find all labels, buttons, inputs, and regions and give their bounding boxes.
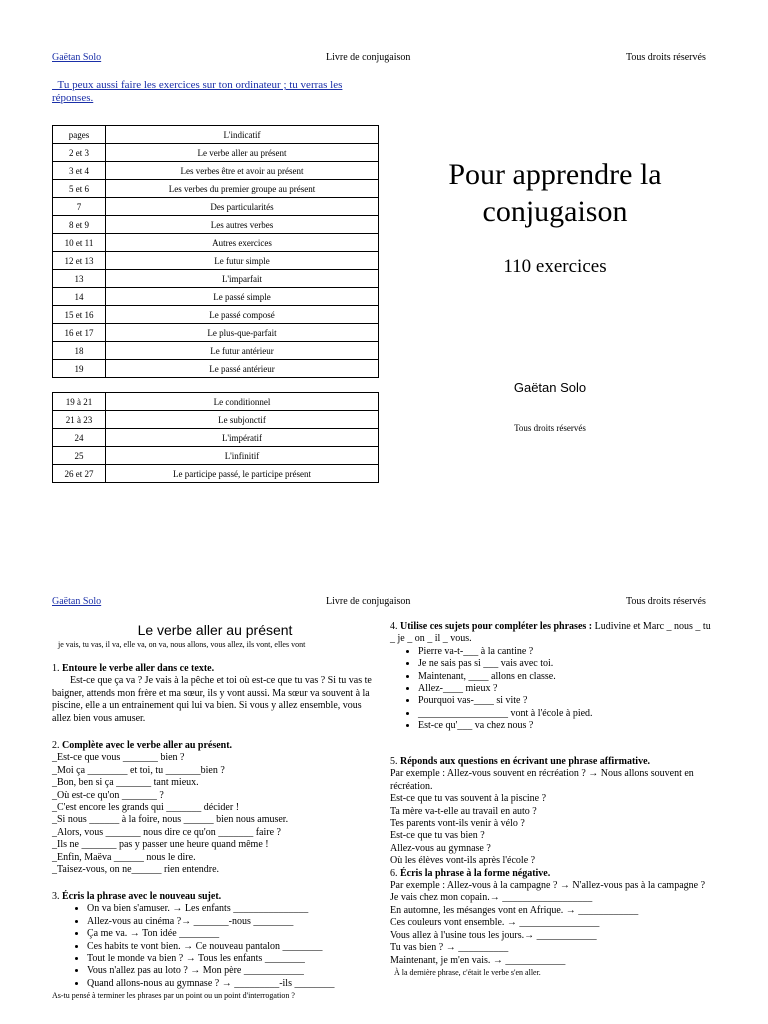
toc-row [53,429,379,447]
ex3-list [52,903,382,990]
ex6-example: Par exemple : Allez-vous à la campagne ? → N'allez-vous pas à la campagne ? [390,880,706,892]
toc-row [53,270,379,288]
toc-pages: 19 [53,360,106,378]
ex3-title: Écris la phrase avec le nouveau sujet. [62,891,222,902]
toc-row [53,216,379,234]
ex1-number: 1. [52,663,60,674]
toc-row [53,447,379,465]
ex4-item: • __________________ vont à l'école à pied. [418,708,715,720]
book-subtitle: 110 exercices [503,256,607,277]
toc-pages: 26 et 27 [53,465,106,483]
ex5-question: Ta mère va-t-elle au travail en auto ? [390,805,537,817]
ex4-item: • Pierre va-t-___ à la cantine ? [418,646,715,658]
book-title: Pour apprendre la conjugaison [448,158,662,228]
ex6-sentence: Maintenant, je m'en vais. → ____________ [390,954,566,966]
toc-chapter-title: Les verbes du premier groupe au présent [106,180,379,198]
ex2-line: _C'est encore les grands qui _______ décider ! [52,802,240,814]
ex5-question: Où les élèves vont-ils après l'école ? [390,855,536,867]
ex5-example: Par exemple : Allez-vous souvent en récréation ? → Nous allons souvent en récréation. [390,768,694,792]
exercise-1 [52,663,382,725]
ex5-lines [390,793,715,867]
ex5-question: Tes parents vont-ils venir à vélo ? [390,818,525,830]
toc-row [53,180,379,198]
toc-chapter-title: Le participe passé, le participe présent [106,465,379,483]
toc-row [53,324,379,342]
toc-row [53,411,379,429]
toc-chapter-title: Le futur antérieur [106,342,379,360]
toc-pages: 15 et 16 [53,306,106,324]
ex2-line: _Où est-ce qu'on _______ ? [52,789,164,801]
header-book-title: Livre de conjugaison [326,52,411,63]
toc-pages: 10 et 11 [53,234,106,252]
exercise-2 [52,740,382,876]
ex6-lines [390,892,715,966]
ex3-item: • Tout le monde va bien ? → Tous les enfants ________ [87,953,382,965]
rights-notice: Tous droits réservés [514,423,586,433]
toc-row [53,360,379,378]
ex1-text: Est-ce que ça va ? Je vais à la pêche et toi où est-ce que tu vas ? Si tu vas te baigner, attends mon frère et ma sœur, ils y vont aussi. Ma sœur va souvent à la piscine, elle a un entrainement qui lui va bien. Si vous y allez ensemble, vous allez bien vous amuser. [52,675,372,724]
ex3-item: • Ça me va. → Ton idée ________ [87,928,382,940]
ex4-item: • Maintenant, ____ allons en classe. [418,671,715,683]
toc-pages: 21 à 23 [53,411,106,429]
ex4-number: 4. [390,621,398,632]
toc-chapter-title: Le passé simple [106,288,379,306]
ex2-line: _Est-ce que vous _______ bien ? [52,752,185,764]
toc-row [53,342,379,360]
ex2-lines [52,752,382,876]
toc-header-pages: pages [53,126,106,144]
toc-chapter-title: Le passé antérieur [106,360,379,378]
toc-pages: 3 et 4 [53,162,106,180]
ex6-sentence: Vous allez à l'usine tous les jours.→ ____________ [390,929,597,941]
toc-row [53,252,379,270]
toc-pages: 24 [53,429,106,447]
toc-chapter-title: Le futur simple [106,252,379,270]
ex4-item: • Pourquoi vas-____ si vite ? [418,695,715,707]
toc-chapter-title: Le plus-que-parfait [106,324,379,342]
toc-pages: 16 et 17 [53,324,106,342]
ex2-line: _Bon, ben si ça _______ tant mieux. [52,777,199,789]
ex2-title: Complète avec le verbe aller au présent. [62,740,233,751]
ex6-sentence: Tu vas bien ? → __________ [390,942,509,954]
ex3-number: 3. [52,891,60,902]
ex4-item: • Allez-____ mieux ? [418,683,715,695]
conjugation-line: je vais, tu vas, il va, elle va, on va, nous allons, vous allez, ils vont, elles vont [58,640,306,649]
ex4-title: Utilise ces sujets pour compléter les phrases : [400,621,593,632]
toc-table-indicatif [52,125,379,378]
ex6-number: 6. [390,867,398,879]
toc-chapter-title: Le passé composé [106,306,379,324]
toc-pages: 18 [53,342,106,360]
ex1-title: Entoure le verbe aller dans ce texte. [62,663,215,674]
ex6-note: À la dernière phrase, c'était le verbe s'en aller. [394,967,541,977]
ex6-sentence: Je vais chez mon copain.→ __________________ [390,892,593,904]
ex3-item: • Quand allons-nous au gymnase ? → _________-ils ________ [87,978,382,990]
ex4-item: • Je ne sais pas si ___ vais avec toi. [418,658,715,670]
ex3-note: As-tu pensé à terminer les phrases par un point ou un point d'interrogation ? [52,991,295,1001]
intro-link[interactable]: Tu peux aussi faire les exercices sur ton ordinateur ; tu verras les réponses. [52,79,343,104]
page2-header-rights: Tous droits réservés [626,596,706,607]
ex5-number: 5. [390,756,398,767]
toc-header-row [53,126,379,144]
toc-chapter-title: L'infinitif [106,447,379,465]
toc-row [53,288,379,306]
toc-chapter-title: Les autres verbes [106,216,379,234]
toc-chapter-title: L'impératif [106,429,379,447]
header-rights: Tous droits réservés [626,52,706,63]
header-author-link[interactable]: Gaëtan Solo [52,52,102,63]
ex3-item: • Vous n'allez pas au loto ? → Mon père ____________ [87,965,382,977]
ex6-sentence: Ces couleurs vont ensemble. → ________________ [390,917,600,929]
ex3-item: • Allez-vous au cinéma ?→ _______-nous ________ [87,916,382,928]
toc-row [53,465,379,483]
exercise-5 [390,756,715,979]
exercise-4 [390,621,715,733]
toc-pages: 13 [53,270,106,288]
toc-chapter-title: Le conditionnel [106,393,379,411]
exercise-3 [52,891,382,1003]
toc-pages: 14 [53,288,106,306]
toc-pages: 25 [53,447,106,465]
author-name: Gaëtan Solo [513,380,587,395]
toc-chapter-title: Le verbe aller au présent [106,144,379,162]
ex5-question: Est-ce que tu vas souvent à la piscine ? [390,793,547,805]
ex2-number: 2. [52,740,60,751]
toc-row [53,144,379,162]
ex2-line: _Ils ne _______ pas y passer une heure quand même ! [52,839,269,851]
toc-pages: 8 et 9 [53,216,106,234]
ex2-line: _Taisez-vous, on ne______ rien entendre. [52,864,220,876]
toc-chapter-title: Autres exercices [106,234,379,252]
ex4-subjects: Ludivine et Marc _ nous _ tu _ je _ on _ il _ vous. [390,621,711,645]
ex3-item: • Ces habits te vont bien. → Ce nouveau pantalon ________ [87,941,382,953]
toc-row [53,393,379,411]
toc-row [53,306,379,324]
ex2-line: _Alors, vous _______ nous dire ce qu'on _______ faire ? [52,826,281,838]
ex4-item: • Est-ce qu'___ va chez nous ? [418,720,715,732]
lesson-title: Le verbe aller au présent [137,622,293,638]
toc-row [53,162,379,180]
ex5-title: Réponds aux questions en écrivant une phrase affirmative. [400,756,651,767]
page2-header-author-link[interactable]: Gaëtan Solo [52,596,102,607]
toc-row [53,198,379,216]
ex3-item: • On va bien s'amuser. → Les enfants _______________ [87,903,382,915]
ex6-title: Écris la phrase à la forme négative. [400,867,551,879]
ex5-question: Est-ce que tu vas bien ? [390,830,485,842]
toc-pages: 19 à 21 [53,393,106,411]
toc-pages: 12 et 13 [53,252,106,270]
toc-pages: 7 [53,198,106,216]
page2-header-book-title: Livre de conjugaison [326,596,411,607]
ex6-sentence: En automne, les mésanges vont en Afrique. → ____________ [390,904,639,916]
toc-pages: 2 et 3 [53,144,106,162]
toc-header-title: L'indicatif [106,126,379,144]
toc-chapter-title: Les verbes être et avoir au présent [106,162,379,180]
toc-row [53,234,379,252]
toc-chapter-title: Le subjonctif [106,411,379,429]
toc-pages: 5 et 6 [53,180,106,198]
ex2-line: _Enfin, Maëva ______ nous le dire. [52,851,196,863]
ex5-question: Allez-vous au gymnase ? [390,842,491,854]
toc-table-other-modes [52,392,379,483]
toc-chapter-title: Des particularités [106,198,379,216]
ex2-line: _Moi ça ________ et toi, tu _______bien ? [52,764,225,776]
ex4-list [390,646,715,733]
ex2-line: _Si nous ______ à la foire, nous ______ bien nous amuser. [52,814,289,826]
toc-chapter-title: L'imparfait [106,270,379,288]
